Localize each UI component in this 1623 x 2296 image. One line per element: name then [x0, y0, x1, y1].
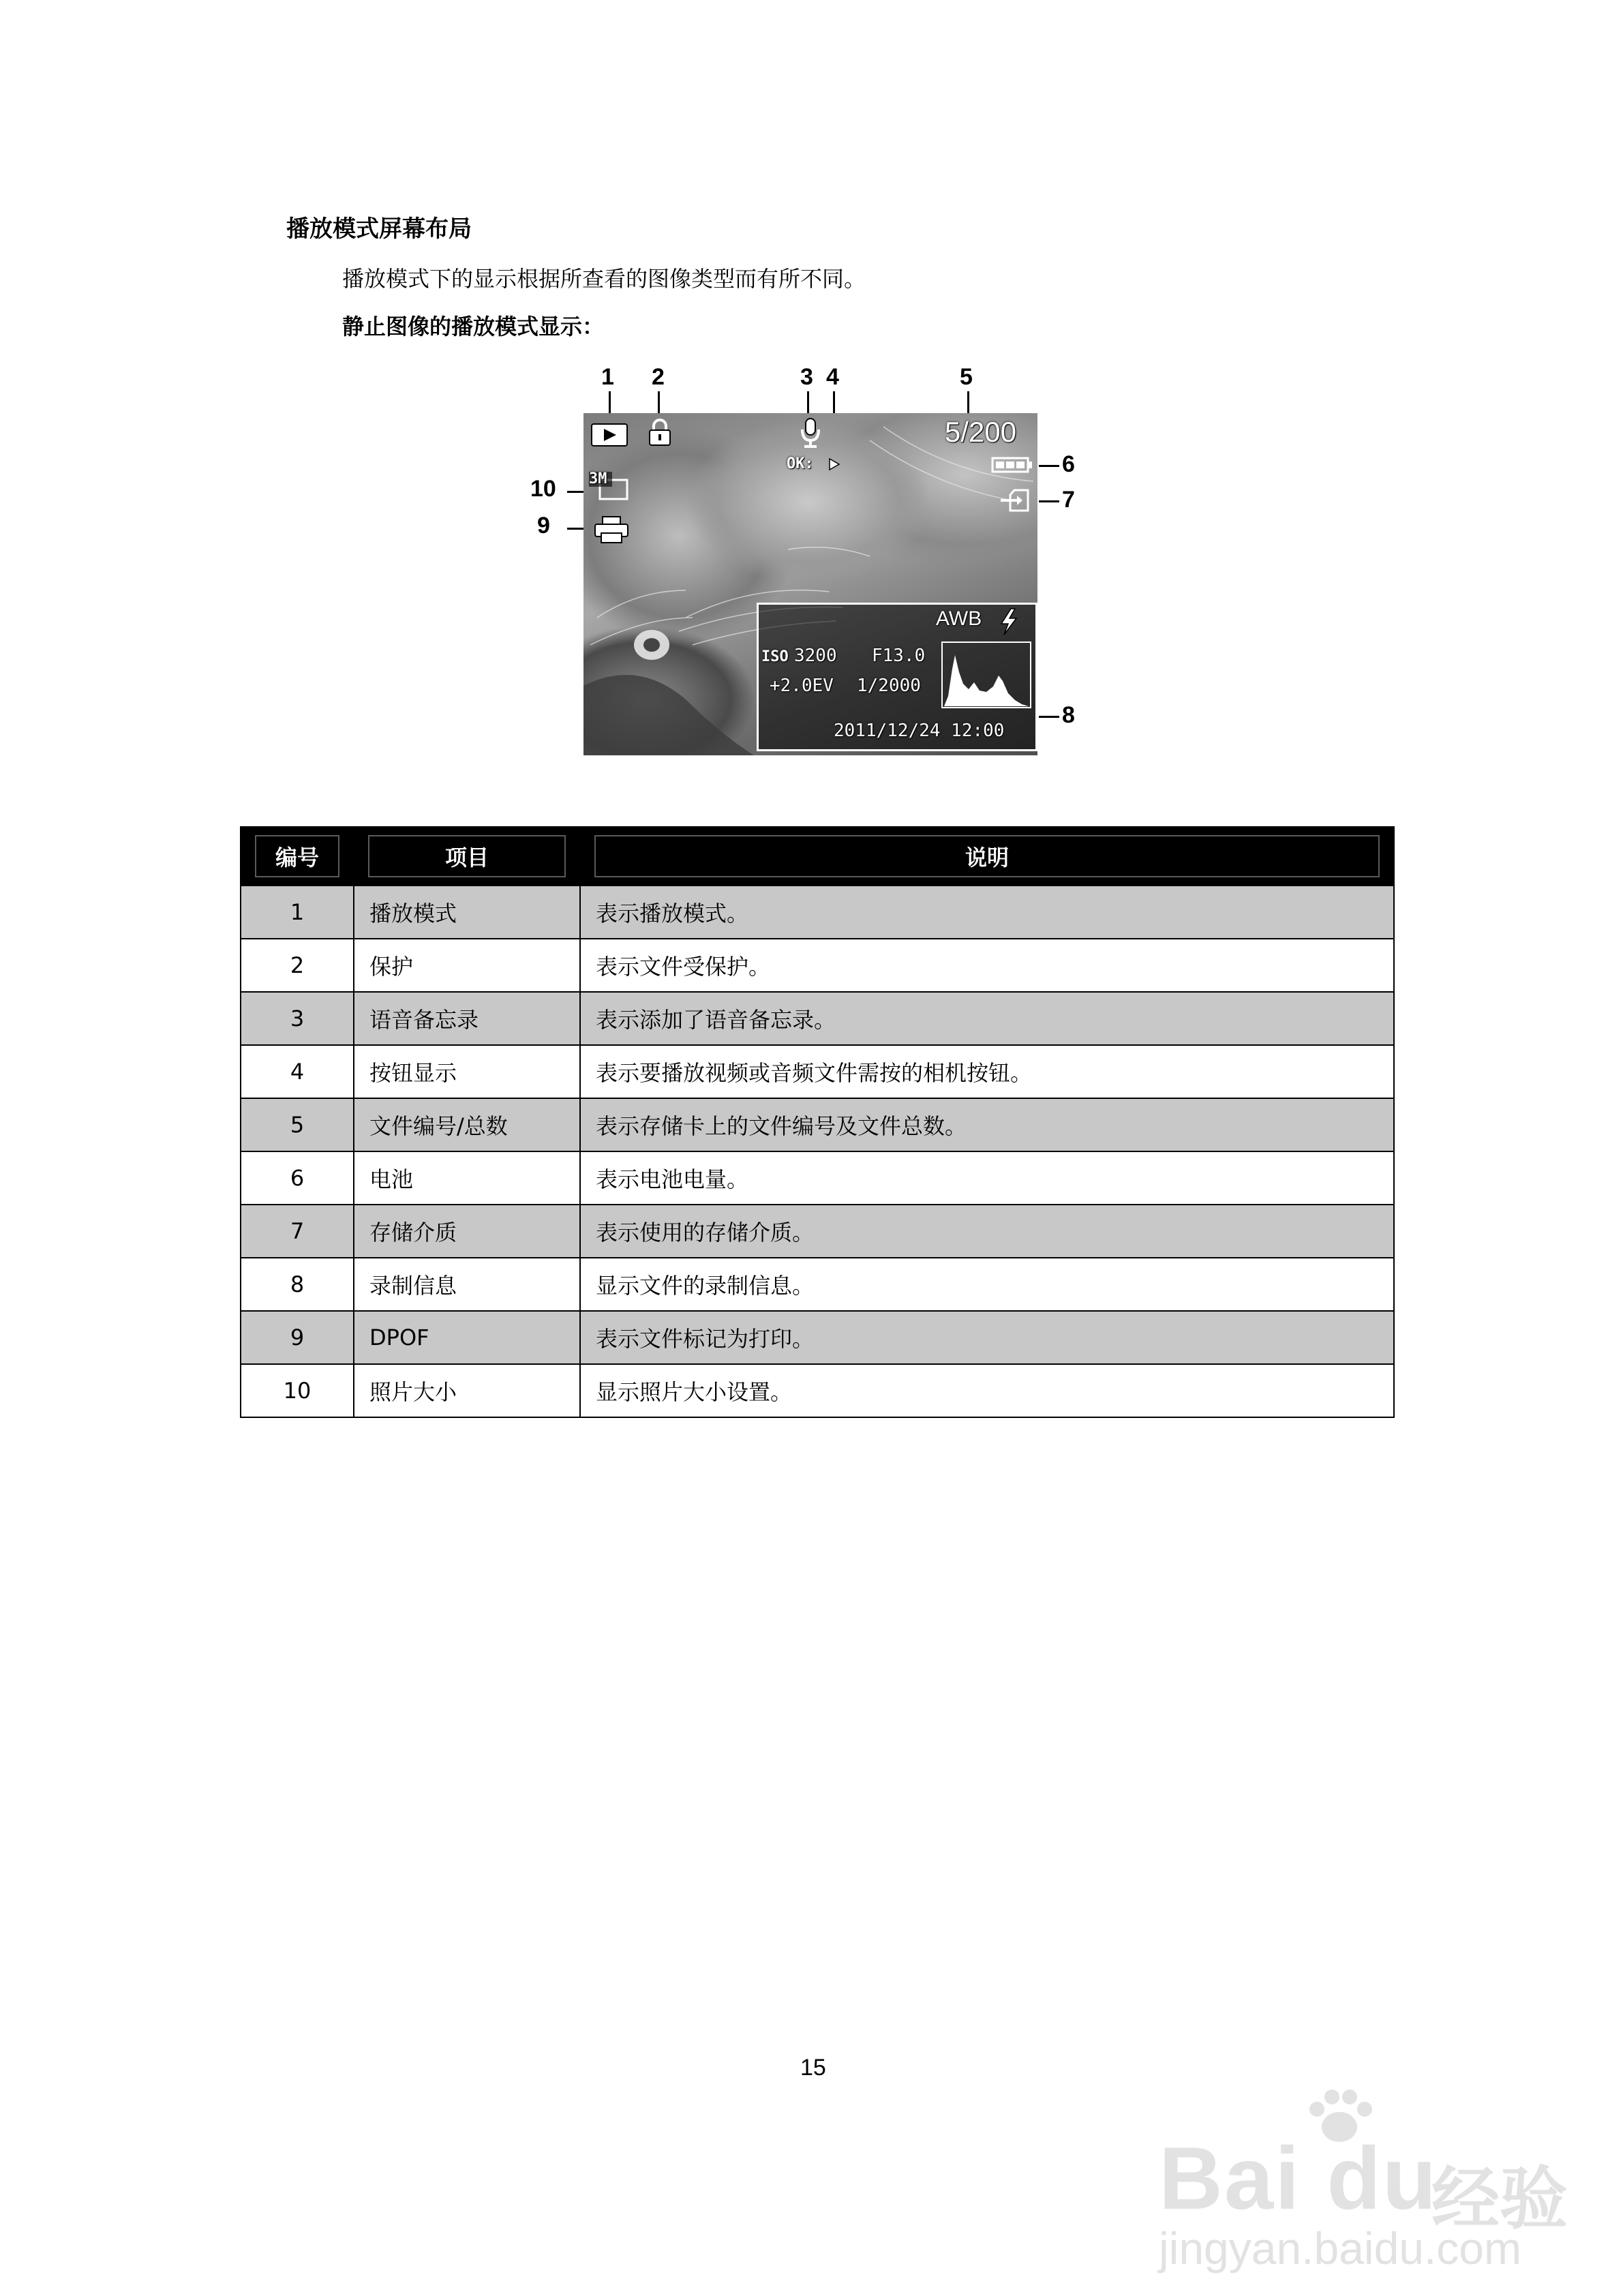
row-number: 4	[241, 1045, 354, 1098]
leader-7	[1039, 500, 1059, 502]
row-item: 播放模式	[354, 886, 580, 939]
callout-5: 5	[960, 364, 973, 390]
awb-label: AWB	[936, 607, 982, 630]
table-row	[241, 1258, 1394, 1311]
leader-8	[1039, 716, 1059, 718]
row-item: 电池	[354, 1151, 580, 1205]
playback-screen-figure	[518, 361, 1104, 757]
row-number: 5	[241, 1098, 354, 1151]
card-icon	[999, 488, 1032, 513]
aperture-value: F13.0	[872, 646, 926, 666]
callout-10: 10	[530, 476, 556, 502]
row-description: 显示照片大小设置。	[580, 1364, 1394, 1417]
table-row	[241, 1098, 1394, 1151]
table-row	[241, 1045, 1394, 1098]
row-item: 语音备忘录	[354, 992, 580, 1045]
row-description: 显示文件的录制信息。	[580, 1258, 1394, 1311]
iso-label: ISO	[761, 648, 789, 665]
callout-1: 1	[601, 364, 614, 390]
histogram-icon	[941, 641, 1031, 708]
row-number: 3	[241, 992, 354, 1045]
callout-8: 8	[1062, 702, 1075, 728]
leader-6	[1039, 465, 1059, 467]
watermark-cn: 经验	[1431, 2159, 1568, 2239]
row-number: 7	[241, 1205, 354, 1258]
datetime-value: 2011/12/24 12:00	[834, 721, 1005, 741]
table-row	[241, 1311, 1394, 1364]
item-description-table	[240, 826, 1395, 1418]
baidu-jingyan-watermark	[1159, 2086, 1568, 2274]
sub-heading: 静止图像的播放模式显示：	[342, 314, 605, 339]
leader-3	[807, 391, 809, 416]
row-description: 表示使用的存储介质。	[580, 1205, 1394, 1258]
row-description: 表示存储卡上的文件编号及文件总数。	[580, 1098, 1394, 1151]
row-description: 表示添加了语音备忘录。	[580, 992, 1394, 1045]
table-row	[241, 1151, 1394, 1205]
row-item: 录制信息	[354, 1258, 580, 1311]
table-row	[241, 1364, 1394, 1417]
row-number: 9	[241, 1311, 354, 1364]
row-description: 表示文件标记为打印。	[580, 1311, 1394, 1364]
table-row	[241, 886, 1394, 939]
page-number: 15	[800, 2055, 826, 2081]
size-label: 3M	[589, 470, 607, 487]
microphone-icon	[799, 417, 822, 450]
callout-6: 6	[1062, 451, 1075, 477]
row-number: 6	[241, 1151, 354, 1205]
table-header-row	[241, 827, 1394, 886]
header-description: 说明	[580, 827, 1394, 886]
file-counter: 5/200	[945, 416, 1017, 448]
row-item: 保护	[354, 939, 580, 992]
row-description: 表示要播放视频或音频文件需按的相机按钮。	[580, 1045, 1394, 1098]
leader-1	[609, 391, 611, 416]
leader-5	[967, 391, 969, 416]
row-number: 10	[241, 1364, 354, 1417]
table-row	[241, 1205, 1394, 1258]
watermark-brand: Bai du	[1159, 2128, 1438, 2228]
play-icon	[590, 423, 628, 447]
leader-9	[567, 528, 585, 530]
ok-label: OK:	[787, 455, 814, 472]
shutter-value: 1/2000	[857, 676, 921, 696]
play-arrow-icon	[828, 457, 841, 471]
battery-icon	[991, 455, 1033, 474]
leader-10	[567, 491, 585, 493]
watermark-url: jingyan.baidu.com	[1159, 2223, 1521, 2274]
ev-value: +2.0EV	[770, 676, 834, 696]
iso-value: 3200	[794, 646, 837, 666]
row-description: 表示播放模式。	[580, 886, 1394, 939]
row-description: 表示电池电量。	[580, 1151, 1394, 1205]
table-row	[241, 992, 1394, 1045]
camera-lcd-preview	[583, 413, 1037, 755]
row-item: 照片大小	[354, 1364, 580, 1417]
callout-9: 9	[537, 513, 550, 539]
leader-2	[658, 391, 660, 416]
intro-text: 播放模式下的显示根据所查看的图像类型而有所不同。	[342, 266, 866, 292]
callout-3: 3	[800, 364, 813, 390]
recording-info-panel	[757, 603, 1037, 751]
row-number: 1	[241, 886, 354, 939]
table-row	[241, 939, 1394, 992]
header-item: 项目	[354, 827, 580, 886]
row-number: 8	[241, 1258, 354, 1311]
section-heading: 播放模式屏幕布局	[286, 215, 472, 243]
row-item: DPOF	[354, 1311, 580, 1364]
row-item: 按钮显示	[354, 1045, 580, 1098]
callout-2: 2	[652, 364, 665, 390]
printer-icon	[593, 515, 630, 545]
row-description: 表示文件受保护。	[580, 939, 1394, 992]
row-number: 2	[241, 939, 354, 992]
flash-icon	[997, 607, 1020, 636]
header-number: 编号	[241, 827, 354, 886]
row-item: 存储介质	[354, 1205, 580, 1258]
callout-4: 4	[826, 364, 839, 390]
row-item: 文件编号/总数	[354, 1098, 580, 1151]
lock-icon	[646, 419, 673, 447]
callout-7: 7	[1062, 487, 1075, 513]
